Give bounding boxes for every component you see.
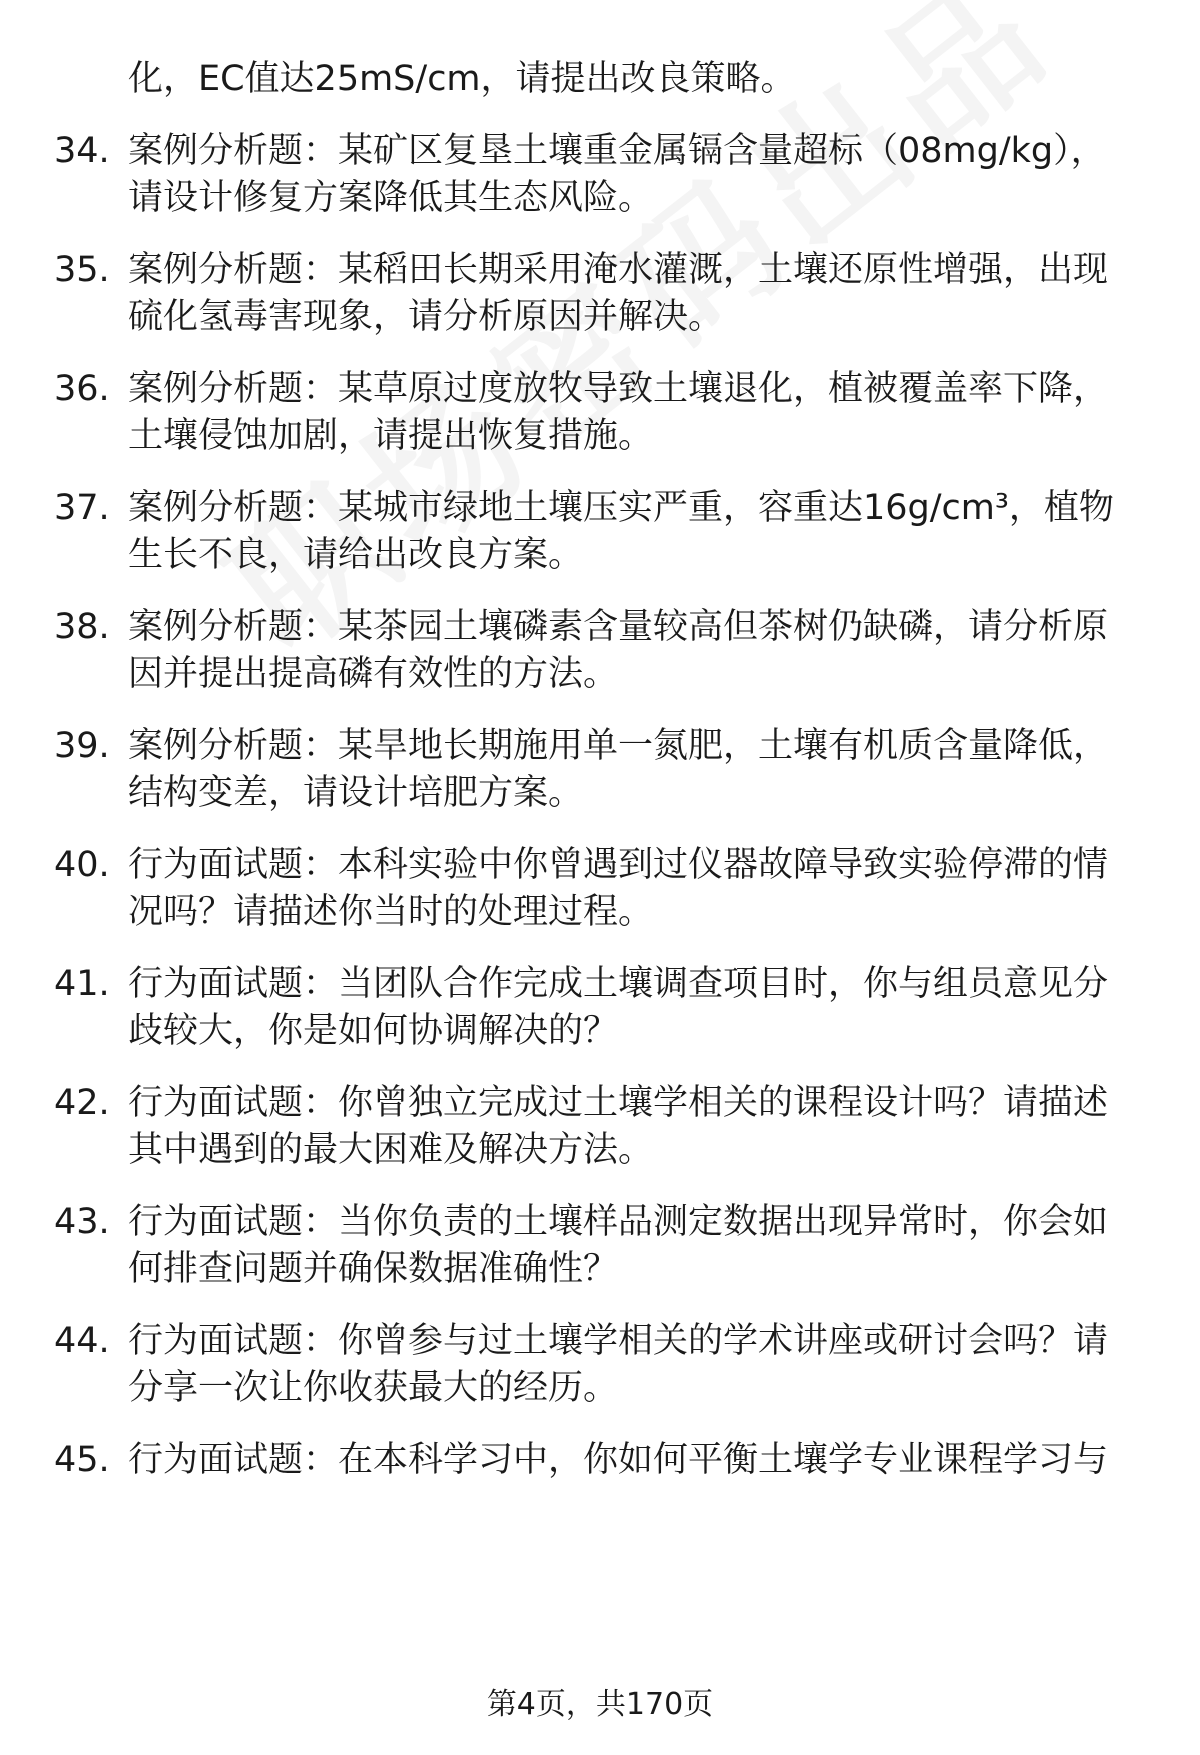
question-text-line1: 案例分析题：某茶园土壤磷素含量较高但茶树仍缺磷，请分析原: [128, 607, 1109, 647]
question-text-line2: 土壤侵蚀加剧，请提出恢复措施。: [128, 416, 654, 456]
question-text-line1: 案例分析题：某城市绿地土壤压实严重，容重达16g/cm³，植物: [128, 488, 1114, 528]
question-text-line2: 硫化氢毒害现象，请分析原因并解决。: [128, 297, 724, 337]
question-number: 40.: [54, 845, 110, 885]
question-text-line2: 分享一次让你收获最大的经历。: [128, 1368, 619, 1408]
question-text-line2: 况吗？请描述你当时的处理过程。: [128, 892, 654, 932]
question-number: 34.: [54, 131, 110, 171]
question-text-line1: 案例分析题：某稻田长期采用淹水灌溉，土壤还原性增强，出现: [128, 250, 1109, 290]
page-footer: 第4页，共170页: [486, 1687, 714, 1722]
question-text-line1: 行为面试题：在本科学习中，你如何平衡土壤学专业课程学习与: [128, 1440, 1109, 1480]
question-text-line1: 行为面试题：你曾参与过土壤学相关的学术讲座或研讨会吗？请: [128, 1321, 1109, 1361]
question-text-line2: 因并提出提高磷有效性的方法。: [128, 654, 619, 694]
question-number: 41.: [54, 964, 110, 1004]
question-text-line1: 案例分析题：某草原过度放牧导致土壤退化，植被覆盖率下降，: [128, 369, 1109, 409]
question-number: 43.: [54, 1202, 110, 1242]
question-text-line2: 其中遇到的最大困难及解决方法。: [128, 1130, 654, 1170]
question-number: 38.: [54, 607, 110, 647]
continuation-text: 化，EC值达25mS/cm，请提出改良策略。: [128, 59, 796, 99]
question-number: 37.: [54, 488, 110, 528]
question-number: 36.: [54, 369, 110, 409]
question-text-line1: 案例分析题：某旱地长期施用单一氮肥，土壤有机质含量降低，: [128, 726, 1109, 766]
question-text-line2: 歧较大，你是如何协调解决的？: [128, 1011, 619, 1051]
question-number: 45.: [54, 1440, 110, 1480]
question-number: 39.: [54, 726, 110, 766]
question-text-line1: 行为面试题：当团队合作完成土壤调查项目时，你与组员意见分: [128, 964, 1109, 1004]
watermark: [180, 0, 1088, 690]
question-text-line1: 案例分析题：某矿区复垦土壤重金属镉含量超标（08mg/kg），: [128, 131, 1106, 171]
question-number: 44.: [54, 1321, 110, 1361]
question-text-line2: 生长不良，请给出改良方案。: [128, 535, 584, 575]
question-text-line2: 结构变差，请设计培肥方案。: [128, 773, 584, 813]
question-number: 35.: [54, 250, 110, 290]
question-text-line2: 何排查问题并确保数据准确性？: [128, 1249, 619, 1289]
question-text-line1: 行为面试题：你曾独立完成过土壤学相关的课程设计吗？请描述: [128, 1083, 1109, 1123]
question-text-line1: 行为面试题：当你负责的土壤样品测定数据出现异常时，你会如: [128, 1202, 1109, 1242]
question-text-line2: 请设计修复方案降低其生态风险。: [128, 178, 654, 218]
question-text-line1: 行为面试题：本科实验中你曾遇到过仪器故障导致实验停滞的情: [128, 845, 1109, 885]
question-number: 42.: [54, 1083, 110, 1123]
